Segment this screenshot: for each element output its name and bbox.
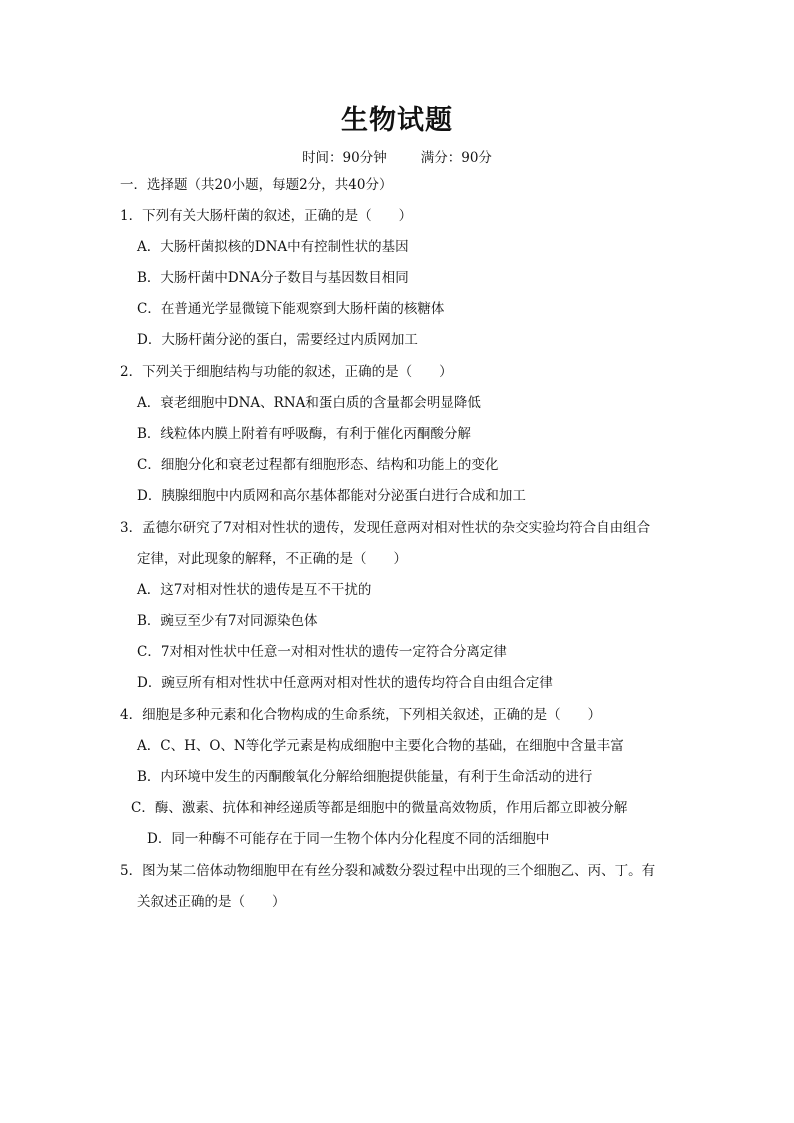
section-heading: 一．选择题（共20小题，每题2分，共40分）: [120, 177, 393, 193]
question-2-option-d: D．胰腺细胞中内质网和高尔基体都能对分泌蛋白进行合成和加工: [137, 488, 526, 504]
question-3-option-d: D．豌豆所有相对性状中任意两对相对性状的遗传均符合自由组合定律: [137, 675, 553, 691]
question-1-stem: 1．下列有关大肠杆菌的叙述，正确的是（ ）: [120, 208, 413, 224]
question-5-stem-cont: 关叙述正确的是（ ）: [137, 894, 286, 910]
question-3-option-a: A．这7对相对性状的遗传是互不干扰的: [137, 582, 372, 598]
question-3-stem: 3．孟德尔研究了7对相对性状的遗传，发现任意两对相对性状的杂交实验均符合自由组合: [120, 520, 651, 536]
question-4-option-b: B．内环境中发生的丙酮酸氧化分解给细胞提供能量，有利于生命活动的进行: [137, 769, 593, 785]
question-3-option-c: C．7对相对性状中任意一对相对性状的遗传一定符合分离定律: [137, 644, 507, 660]
question-5-stem: 5．图为某二倍体动物细胞甲在有丝分裂和减数分裂过程中出现的三个细胞乙、丙、丁。有: [120, 863, 656, 879]
page-title: 生物试题: [341, 105, 453, 136]
question-2-option-c: C．细胞分化和衰老过程都有细胞形态、结构和功能上的变化: [137, 457, 499, 473]
question-2-stem: 2．下列关于细胞结构与功能的叙述，正确的是（ ）: [120, 364, 453, 380]
question-4-option-d: D．同一种酶不可能存在于同一生物个体内分化程度不同的活细胞中: [147, 831, 550, 847]
question-2-option-a: A．衰老细胞中DNA、RNA和蛋白质的含量都会明显降低: [137, 395, 481, 411]
question-1-option-a: A．大肠杆菌拟核的DNA中有控制性状的基因: [137, 239, 409, 255]
question-2-option-b: B．线粒体内膜上附着有呼吸酶，有利于催化丙酮酸分解: [137, 426, 471, 442]
question-1-option-b: B．大肠杆菌中DNA分子数目与基因数目相同: [137, 270, 409, 286]
exam-score: 满分：90分: [420, 150, 492, 166]
exam-time: 时间：90分钟: [302, 150, 387, 166]
question-1-option-c: C．在普通光学显微镜下能观察到大肠杆菌的核糖体: [137, 301, 445, 317]
question-1-option-d: D．大肠杆菌分泌的蛋白，需要经过内质网加工: [137, 332, 418, 348]
question-4-option-c: C．酶、激素、抗体和神经递质等都是细胞中的微量高效物质，作用后都立即被分解: [131, 800, 628, 816]
question-4-stem: 4．细胞是多种元素和化合物构成的生命系统，下列相关叙述，正确的是（ ）: [120, 707, 602, 723]
exam-meta: [0, 146, 794, 166]
question-3-stem-cont: 定律，对此现象的解释，不正确的是（ ）: [137, 551, 407, 567]
question-4-option-a: A．C、H、O、N等化学元素是构成细胞中主要化合物的基础，在细胞中含量丰富: [137, 738, 624, 754]
question-3-option-b: B．豌豆至少有7对同源染色体: [137, 613, 318, 629]
